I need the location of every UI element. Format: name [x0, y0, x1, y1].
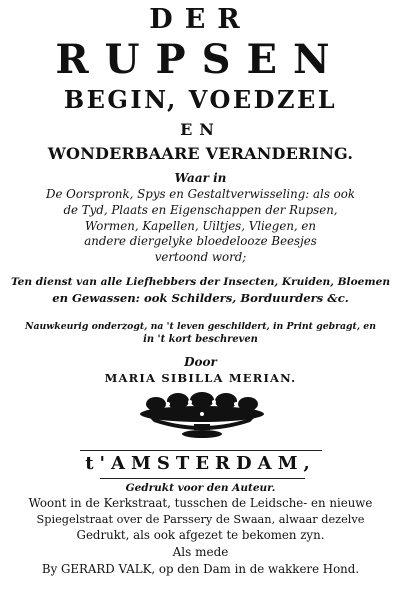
by-label: Door — [184, 355, 217, 369]
dedication-line: en Gewassen: ook Schilders, Borduurders &c. — [52, 290, 349, 305]
method-line: in 't kort beschreven — [143, 333, 258, 345]
address-line: Spiegelstraat over de Parssery de Swaan, alwaar dezelve — [36, 512, 365, 526]
description-block — [0, 187, 401, 266]
printed-for: Gedrukt voor den Auteur. — [125, 482, 276, 494]
address-line: Woont in de Kerkstraat, tusschen de Leidsche- en nieuwe — [28, 496, 373, 510]
title-line-der: DER — [149, 4, 252, 35]
method-block — [0, 321, 401, 346]
rule-top — [80, 450, 322, 451]
title-line-rupsen: RUPSEN — [55, 36, 346, 83]
description-line: vertoond word; — [154, 250, 247, 265]
method-line: Nauwkeurig onderzogt, na 't leven geschildert, in Print gebragt, en — [25, 321, 376, 332]
author-name: MARIA SIBILLA MERIAN. — [104, 371, 297, 385]
title-line-wonder: WONDERBAARE VERANDERING. — [47, 144, 354, 163]
description-line: andere diergelyke bloedelooze Beesjes — [84, 234, 317, 249]
address-block — [0, 496, 401, 543]
floral-basket-ornament-icon — [138, 392, 266, 440]
rule-bottom — [100, 478, 305, 479]
title-line-begin: BEGIN, VOEDZEL — [63, 85, 338, 114]
dedication-block — [0, 275, 401, 306]
description-line: de Tyd, Plaats en Eigenschappen der Rupsen, — [63, 202, 338, 217]
also-label: Als mede — [172, 545, 229, 559]
dedication-line: Ten dienst van alle Liefhebbers der Insecten, Kruiden, Bloemen — [10, 276, 391, 288]
seller-line: By GERARD VALK, op den Dam in de wakkere Hond. — [41, 562, 360, 576]
city-name: t'AMSTERDAM, — [85, 453, 316, 474]
title-line-en: EN — [180, 120, 221, 139]
intro-text: Waar in — [174, 171, 227, 185]
address-line: Gedrukt, als ook afgezet te bekomen zyn. — [76, 527, 325, 542]
description-line: Wormen, Kapellen, Uiltjes, Vliegen, en — [84, 218, 316, 233]
description-line: De Oorspronk, Spys en Gestaltverwisseling: als ook — [45, 187, 355, 201]
